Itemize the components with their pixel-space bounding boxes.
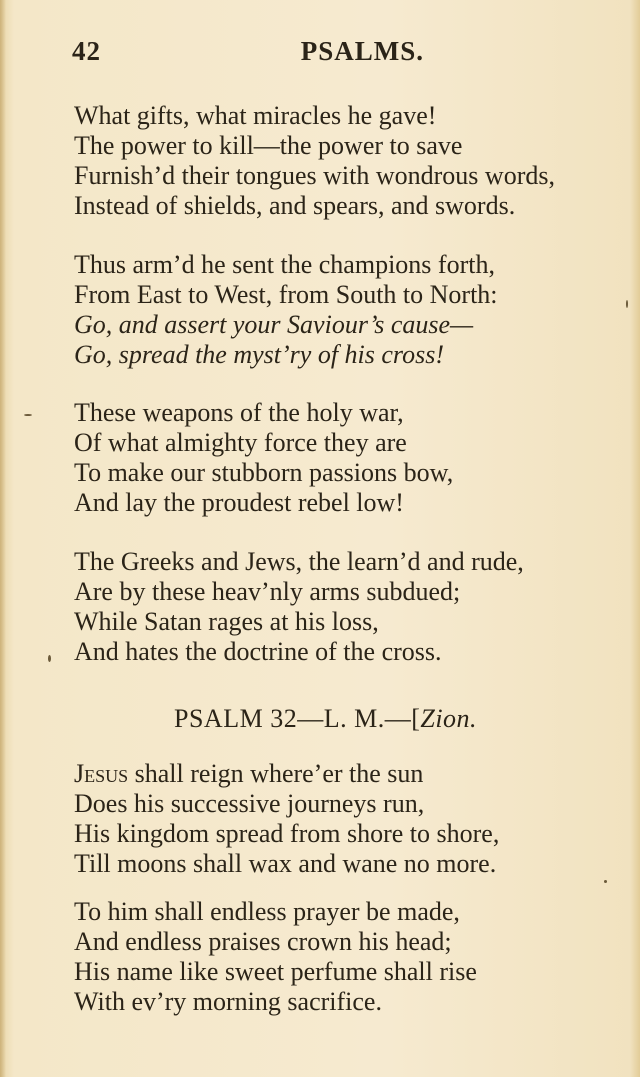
ink-speck — [604, 880, 607, 883]
verse-line-italic: Go, spread the myst’ry of his cross! — [74, 340, 444, 369]
page-spine-shadow — [0, 0, 6, 1077]
verse-line: His name like sweet perfume shall rise — [74, 957, 477, 986]
verse-line: To him shall endless prayer be made, — [74, 897, 460, 926]
psalm-tune: Zion. — [420, 704, 478, 733]
verse-line: The power to kill—the power to save — [74, 131, 463, 160]
verse-line: The Greeks and Jews, the learn’d and rude, — [74, 547, 524, 576]
verse-line: To make our stubborn passions bow, — [74, 458, 454, 487]
verse-line: Furnish’d their tongues with wondrous words, — [74, 161, 555, 190]
verse-line: And lay the proudest rebel low! — [74, 488, 404, 517]
verse-line: From East to West, from South to North: — [74, 280, 498, 309]
verse-line: Does his successive journeys run, — [74, 789, 425, 818]
psalm-heading — [174, 704, 477, 734]
verse-line: And hates the doctrine of the cross. — [74, 637, 442, 666]
psalm-stanza-2 — [74, 897, 477, 1017]
psalm-stanza-1 — [74, 759, 499, 879]
first-word-smallcaps: Jesus — [74, 759, 129, 788]
first-line-rest: shall reign where’er the sun — [128, 759, 424, 788]
ink-speck — [48, 655, 51, 662]
psalm-title: PSALM 32—L. M.—[ — [174, 704, 421, 733]
ink-speck — [24, 414, 32, 416]
running-title: PSALMS. — [300, 36, 424, 66]
verse-line: Are by these heav’nly arms subdued; — [74, 577, 461, 606]
page-edge-shadow — [630, 0, 640, 1077]
page-number: 42 — [72, 36, 101, 66]
verse-line: His kingdom spread from shore to shore, — [74, 819, 500, 848]
stanza-2 — [74, 250, 498, 370]
verse-line: Of what almighty force they are — [74, 428, 407, 457]
verse-line: Till moons shall wax and wane no more. — [74, 849, 497, 878]
ink-speck — [626, 300, 628, 308]
page-header — [72, 36, 424, 76]
verse-line: Thus arm’d he sent the champions forth, — [74, 250, 495, 279]
verse-line-italic: Go, and assert your Saviour’s cause— — [74, 310, 474, 339]
verse-line: While Satan rages at his loss, — [74, 607, 379, 636]
verse-line — [74, 759, 499, 789]
stanza-1 — [74, 101, 555, 221]
verse-line: With ev’ry morning sacrifice. — [74, 987, 382, 1016]
stanza-4 — [74, 547, 524, 667]
verse-line: Instead of shields, and spears, and swords. — [74, 191, 516, 220]
stanza-3 — [74, 398, 453, 518]
verse-line: And endless praises crown his head; — [74, 927, 452, 956]
verse-line: These weapons of the holy war, — [74, 398, 404, 427]
verse-line: What gifts, what miracles he gave! — [74, 101, 437, 130]
